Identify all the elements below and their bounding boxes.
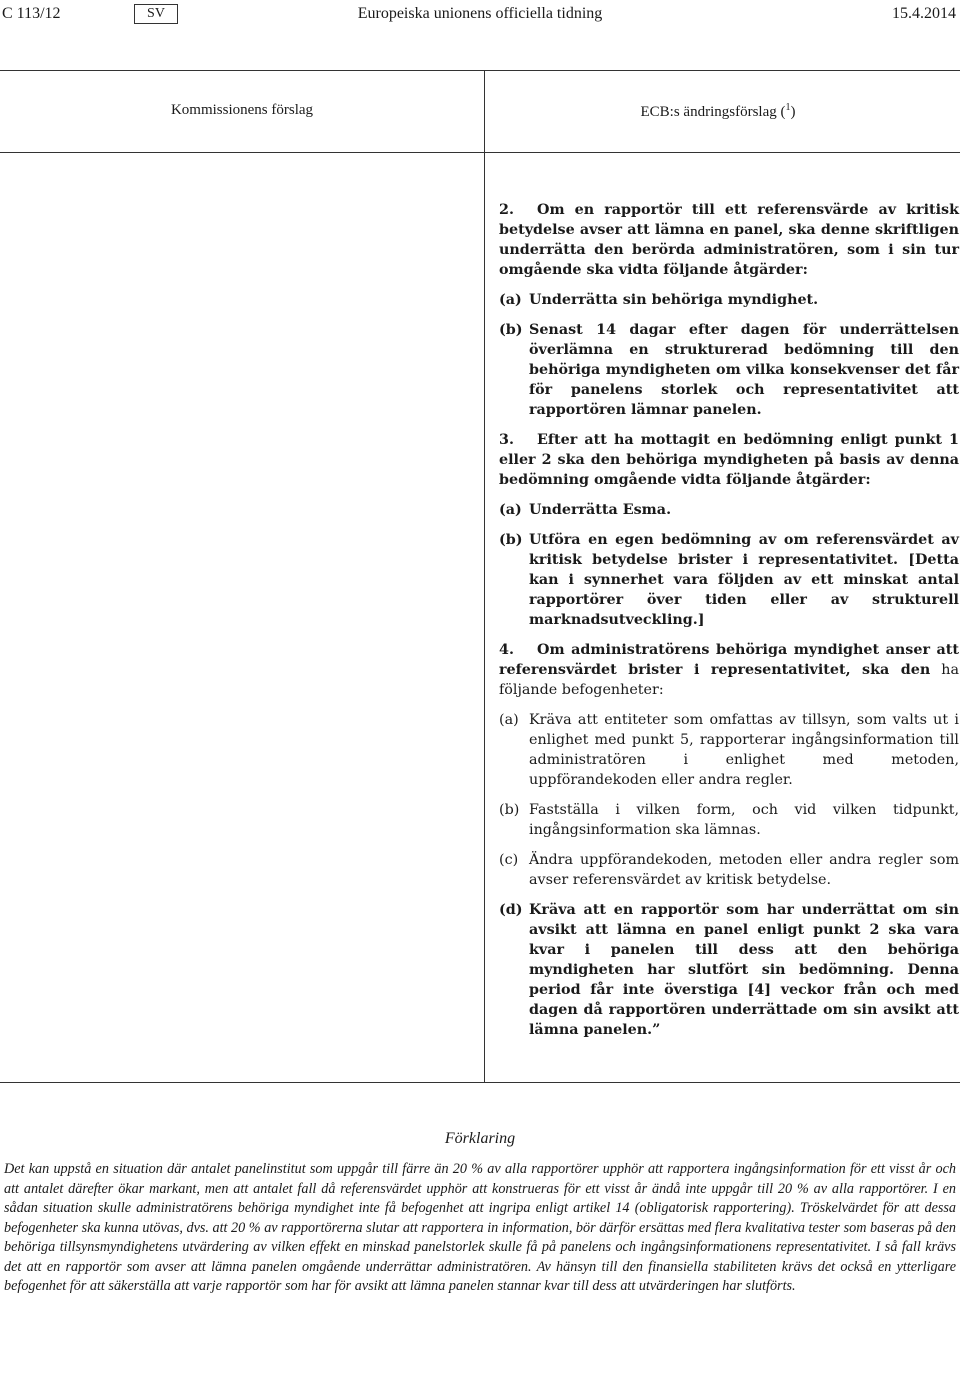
list-item: (b) Utföra en egen bedömning av om referensvärdet av kritisk betydelse brister i representativitet. [Detta kan i synnerhet vara följden av ett minskat antal rapportörer över tiden eller av strukturell marknadsutveckling.] — [499, 532, 959, 628]
page-header — [0, 0, 960, 34]
right-column — [499, 200, 959, 1040]
right-column-title: ECB:s ändringsförslag ($^1$) — [640, 102, 796, 120]
list-item: (d) Kräva att en rapportör som har underrättat om sin avsikt att lämna en panel enligt punkt 2 ska vara kvar i panelen till dess att den behöriga myndigheten har slutfört sin bedömning. Denna period får inte överstiga [4] veckor från och med dagen då rapportören underrättade om sin avsikt att lämna panelen.” — [499, 902, 959, 1038]
explanation-text: Det kan uppstå en situation där antalet panelinstitut som uppgår till färre än 20 % av alla rapportörer upphör att rapportera ingångsinformation för ett visst år och att antalet därefter ökar markant, men att antalet fall då referensvärdet upphör att konstrueras för ett visst år ändå inte uppgår till 20 % av alla rapportörer. I en sådan situation skulle administratörens behöriga myndighet inte få befogenhet att ingripa enligt artikel 14 (obligatorisk rapportering). Tröskelvärdet för att dessa befogenheter ska kunna utövas, dvs. att 20 % av rapportörerna slutar att rapportera in information, bör därför ersättas med flera kvalitativa tester som baseras på den behöriga tillsynsmyndighetens utvärdering av vilken effekt en minskad panelstorlek skulle få på panelens och ingångsinformationens representativitet. I så fall krävs det att en rapportör som avser att lämna panelen omgående underrättar administratören. Av hänsyn till den finansiella stabiliteten krävs det också en ytterligare befogenhet för att säkerställa att varje rapportör som har för avsikt att lämna panelen stannar kvar till dess att utvärderingen har slutförts. — [4, 1161, 956, 1294]
footnote-ref[interactable]: 1 — [785, 102, 791, 113]
list-item: (b) Senast 14 dagar efter dagen för underrättelsen överlämna en strukturerad bedömning till den behöriga myndigheten om vilka konsekvenser det får för panelens storlek och representativitet att rapportören lämnar panelen. — [499, 322, 959, 418]
header-rule — [0, 152, 960, 153]
list-item: (a) Kräva att entiteter som omfattas av tillsyn, som valts ut i enlighet med punkt 5, rapporterar ingångsinformation till administratören i enlighet med metoden, uppförandekoden eller andra regler. — [499, 712, 959, 788]
paragraph-3: 3. Efter att ha mottagit en bedömning enligt punkt 1 eller 2 ska den behöriga myndigheten på basis av denna bedömning omgående vidta följande åtgärder: — [499, 432, 959, 488]
list-item: (a) Underrätta Esma. — [499, 502, 672, 518]
list-item: (a) Underrätta sin behöriga myndighet. — [499, 292, 819, 308]
language-badge: SV — [134, 4, 178, 24]
list-item: (c) Ändra uppförandekoden, metoden eller andra regler som avser referensvärdet av kritisk betydelse. — [499, 852, 959, 888]
left-column-title: Kommissionens förslag — [170, 102, 314, 118]
list-item: (b) Fastställa i vilken form, och vid vilken tidpunkt, ingångsinformation ska lämnas. — [499, 802, 959, 838]
issue-number: C 113/12 — [2, 5, 61, 22]
publication-date: 15.4.2014 — [892, 5, 956, 22]
paragraph-2: 2. Om en rapportör till ett referensvärde av kritisk betydelse avser att lämna en panel, ska denne skriftligen underrätta den berörda administratören, som i sin tur omgående ska vidta följande åtgärder: — [499, 202, 959, 278]
explanation-title: Förklaring — [444, 1130, 516, 1147]
table-bottom-rule — [0, 1082, 960, 1083]
column-divider — [484, 70, 485, 1082]
paragraph-4: 4. Om administratörens behöriga myndighet anser att referensvärdet brister i representativitet, ska den ha följande befogenheter: — [499, 642, 959, 698]
table-top-rule — [0, 70, 960, 71]
journal-title: Europeiska unionens officiella tidning — [357, 5, 603, 22]
